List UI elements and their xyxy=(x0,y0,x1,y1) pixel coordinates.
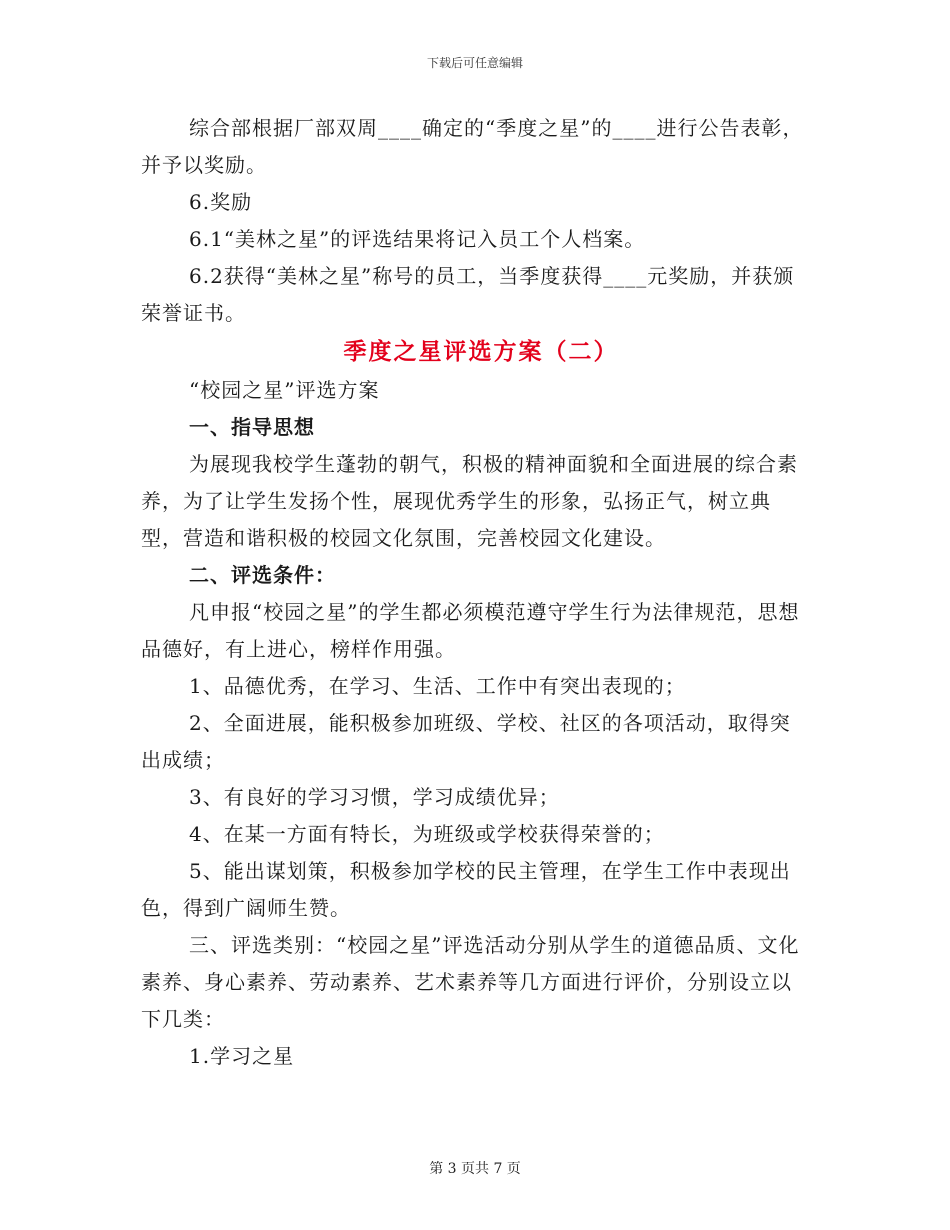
paragraph-reward-heading: 6.奖励 xyxy=(189,190,253,214)
paragraph-announcement: 综合部根据厂部双周____确定的“季度之星”的____进行公告表彰，并予以奖励。 xyxy=(141,116,804,177)
paragraph-selection-categories: 三、评选类别：“校园之星”评选活动分别从学生的道德品质、文化素养、身心素养、劳动素养、艺术素养等几方面进行评价，分别设立以下几类： xyxy=(141,933,800,1031)
criteria-item-5: 5、能出谋划策，积极参加学校的民主管理，在学生工作中表现出色，得到广阔师生赞。 xyxy=(141,859,791,920)
section-title: 季度之星评选方案（二） xyxy=(343,338,619,365)
paragraph-reward-1: 6.1“美林之星”的评选结果将记入员工个人档案。 xyxy=(189,227,646,251)
paragraph-plan-name: “校园之星”评选方案 xyxy=(189,378,380,402)
criteria-item-4: 4、在某一方面有特长，为班级或学校获得荣誉的； xyxy=(189,822,665,846)
paragraph-reward-2: 6.2获得“美林之星”称号的员工，当季度获得____元奖励，并获颁荣誉证书。 xyxy=(141,264,795,325)
page-footer: 第 3 页共 7 页 xyxy=(429,1161,521,1177)
criteria-item-1: 1、品德优秀，在学习、生活、工作中有突出表现的； xyxy=(189,674,686,698)
paragraph-selection-criteria: 凡申报“校园之星”的学生都必须模范遵守学生行为法律规范，思想品德好，有上进心，榜样作用强。 xyxy=(141,600,800,661)
page-header: 下载后可任意编辑 xyxy=(426,56,523,70)
criteria-item-3: 3、有良好的学习习惯，学习成绩优异； xyxy=(189,785,560,809)
heading-guiding-ideology: 一、指导思想 xyxy=(189,415,315,439)
paragraph-guiding-ideology: 为展现我校学生蓬勃的朝气，积极的精神面貌和全面进展的综合素养，为了让学生发扬个性，展现优秀学生的形象，弘扬正气，树立典型，营造和谐积极的校园文化氛围，完善校园文化建设。 xyxy=(141,452,798,550)
heading-selection-criteria: 二、评选条件： xyxy=(189,563,336,587)
document-body xyxy=(141,110,811,1075)
category-item-1: 1.学习之星 xyxy=(189,1044,295,1068)
criteria-item-2: 2、全面进展，能积极参加班级、学校、社区的各项活动，取得突出成绩； xyxy=(141,711,791,772)
